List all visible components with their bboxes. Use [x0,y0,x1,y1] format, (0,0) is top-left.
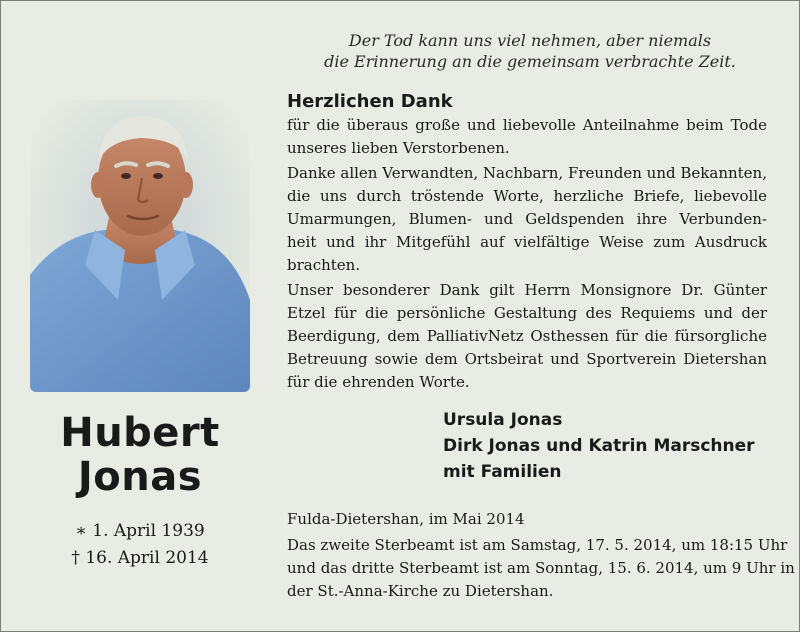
text-line: heit und ihr Mitgefühl auf vielfältige Weise zum Ausdruck [287,233,767,251]
text-line: für die ehrenden Worte. [287,373,470,391]
text-line: Beerdigung, dem PalliativNetz Osthessen für die fürsorgliche [287,327,767,345]
thanks-paragraph-2 [287,162,767,277]
deceased-name [30,411,250,499]
birth-date: 1. April 1939 [92,521,205,541]
text-line: unseres lieben Verstorbenen. [287,139,510,157]
service-line: Das zweite Sterbeamt ist am Samstag, 17. 5. 2014, um 18:15 Uhr [287,536,788,554]
motto-line: Der Tod kann uns viel nehmen, aber niemals [348,31,712,50]
life-dates [30,518,250,572]
portrait-illustration [30,100,250,392]
thanks-section [287,90,767,396]
birth-row [30,518,250,545]
text-line: Danke allen Verwandten, Nachbarn, Freunden und Bekannten, [287,164,767,182]
last-name: Jonas [77,454,203,500]
signer-line: mit Familien [443,462,562,482]
motto-quote [300,30,760,72]
thanks-paragraph-3 [287,279,767,394]
footer-notes [287,508,795,603]
death-date: 16. April 2014 [85,548,209,568]
first-name: Hubert [60,410,220,456]
text-line: brachten. [287,256,361,274]
signers [443,407,783,485]
text-line: Betreuung sowie dem Ortsbeirat und Sportverein Dietershan [287,350,767,368]
text-line: für die überaus große und liebevolle Anteilnahme beim Tode [287,116,767,134]
service-line: der St.-Anna-Kirche zu Dietershan. [287,582,554,600]
signer-line: Ursula Jonas [443,410,563,430]
text-line: die uns durch tröstende Worte, herzliche Briefe, liebevolle [287,187,767,205]
text-line: Etzel für die persönliche Gestaltung des Requiems und der [287,304,767,322]
thanks-heading: Herzlichen Dank [287,91,453,112]
motto-line: die Erinnerung an die gemeinsam verbrachte Zeit. [324,52,736,71]
thanks-paragraph-1 [287,114,767,160]
signer-line: Dirk Jonas und Katrin Marschner [443,436,755,456]
birth-star-icon: ∗ [75,521,87,541]
death-row [30,545,250,572]
text-line: Unser besonderer Dank gilt Herrn Monsignore Dr. Günter [287,281,767,299]
portrait-photo [30,100,250,392]
death-cross-icon: † [71,548,80,568]
text-line: Umarmungen, Blumen- und Geldspenden ihre Verbunden- [287,210,767,228]
place-date: Fulda-Dietershan, im Mai 2014 [287,510,525,528]
service-line: und das dritte Sterbeamt ist am Sonntag, 15. 6. 2014, um 9 Uhr in [287,559,795,577]
